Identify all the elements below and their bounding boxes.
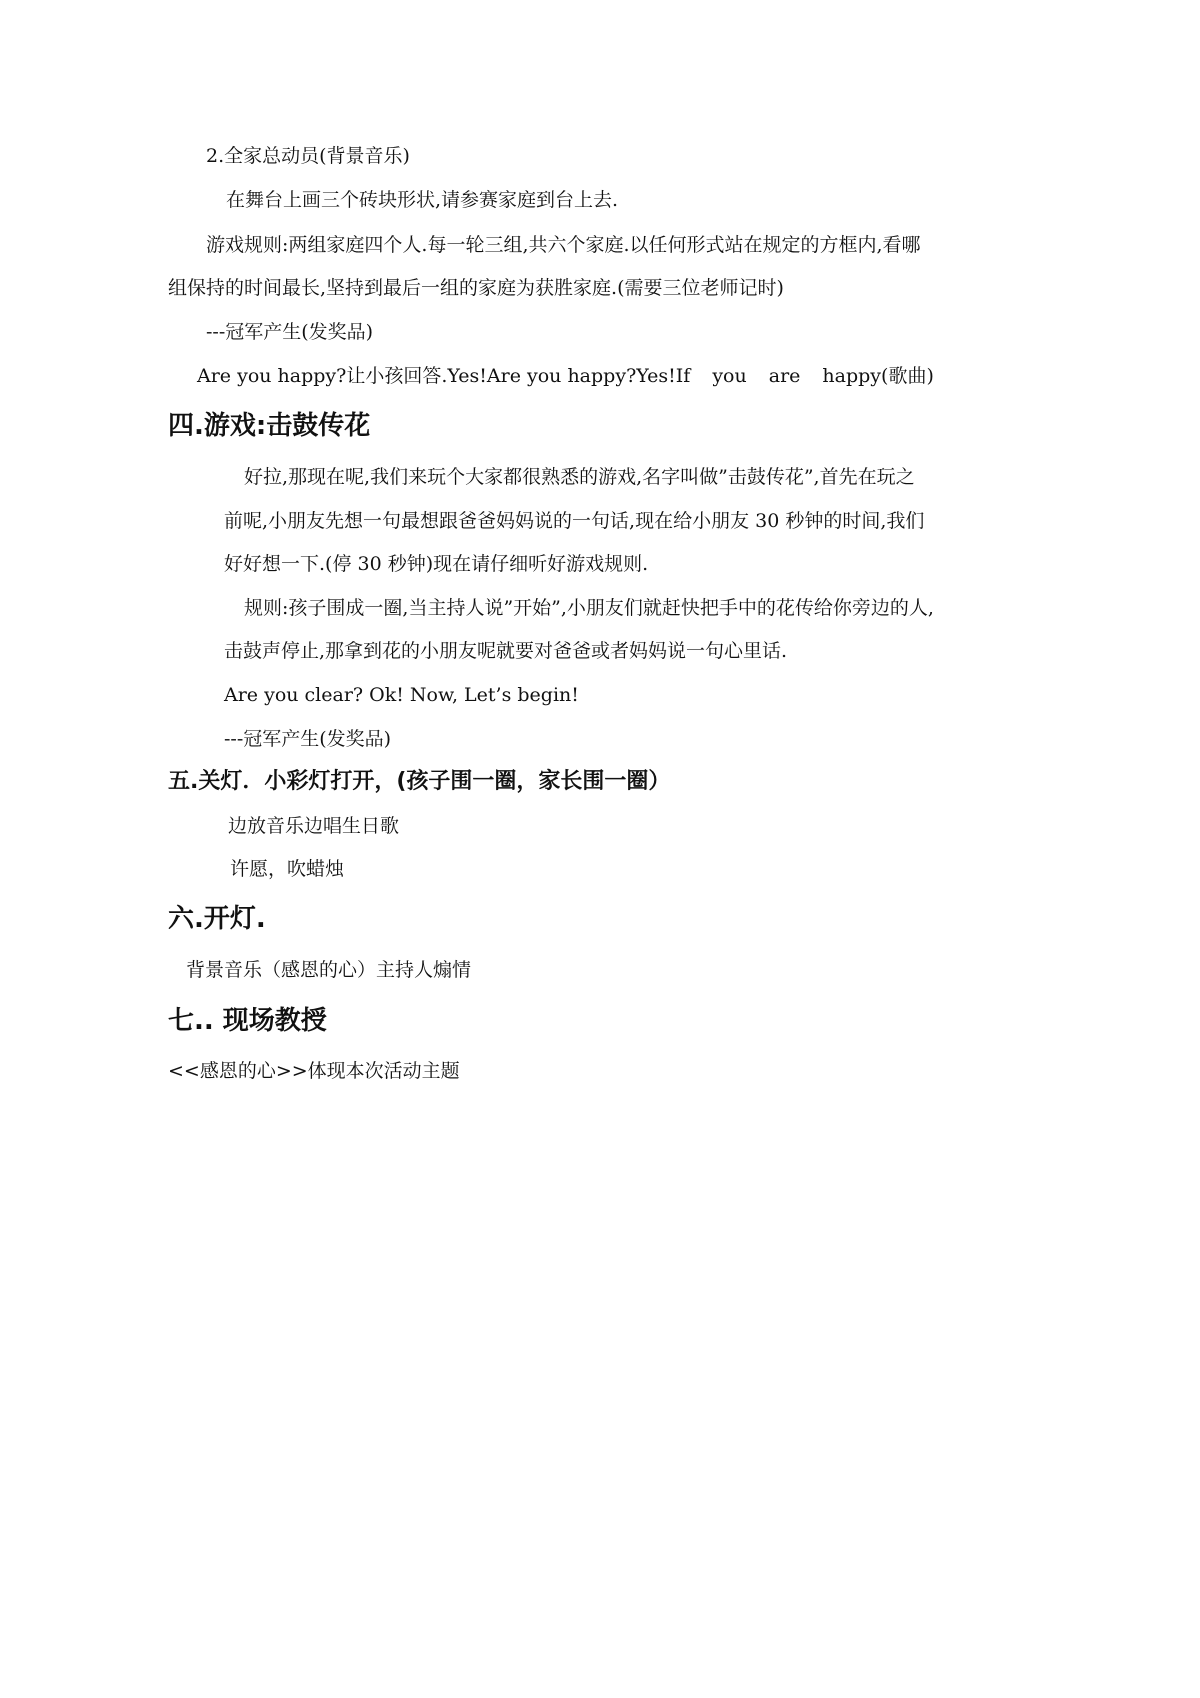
champion-line-2: ---冠军产生(发奖品) — [224, 728, 392, 750]
game-rules-line-2: 击鼓声停止,那拿到花的小朋友呢就要对爸爸或者妈妈说一句心里话. — [224, 640, 788, 662]
wish-line: 许愿，吹蜡烛 — [230, 858, 345, 880]
background-music-line: 背景音乐（感恩的心）主持人煽情 — [186, 959, 472, 981]
song-part-2: you — [712, 365, 747, 387]
game-rules-line-1: 规则:孩子围成一圈,当主持人说”开始”,小朋友们就赶快把手中的花传给你旁边的人, — [244, 597, 934, 619]
song-part-3: are — [768, 365, 801, 387]
theme-line: <<感恩的心>>体现本次活动主题 — [168, 1060, 460, 1082]
section-6-heading: 六.开灯. — [168, 904, 266, 934]
rules-line-1: 游戏规则:两组家庭四个人.每一轮三组,共六个家庭.以任何形式站在规定的方框内,看哪 — [206, 234, 921, 256]
game-intro-line-2: 前呢,小朋友先想一句最想跟爸爸妈妈说的一句话,现在给小朋友 30 秒钟的时间,我们 — [224, 510, 925, 532]
item2-title: 2.全家总动员(背景音乐) — [206, 145, 410, 167]
song-part-4: happy(歌曲) — [822, 365, 934, 387]
champion-line: ---冠军产生(发奖品) — [206, 321, 374, 343]
rules-line-2: 组保持的时间最长,坚持到最后一组的家庭为获胜家庭.(需要三位老师记时) — [168, 277, 784, 299]
section-5-heading: 五.关灯．小彩灯打开，(孩子围一圈，家长围一圈） — [168, 769, 671, 794]
song-part-1: Are you happy?让小孩回答.Yes!Are you happy?Yes!If — [197, 365, 691, 387]
birthday-song-line: 边放音乐边唱生日歌 — [228, 815, 400, 837]
song-line — [197, 364, 934, 388]
english-line: Are you clear? Ok! Now, Let’s begin! — [224, 684, 579, 706]
section-7-heading: 七.. 现场教授 — [168, 1006, 327, 1036]
game-intro-line-3: 好好想一下.(停 30 秒钟)现在请仔细听好游戏规则. — [224, 553, 649, 575]
game-intro-line-1: 好拉,那现在呢,我们来玩个大家都很熟悉的游戏,名字叫做”击鼓传花”,首先在玩之 — [244, 466, 915, 488]
section-4-heading: 四.游戏:击鼓传花 — [168, 411, 371, 441]
instruction-text: 在舞台上画三个砖块形状,请参赛家庭到台上去. — [226, 189, 619, 211]
